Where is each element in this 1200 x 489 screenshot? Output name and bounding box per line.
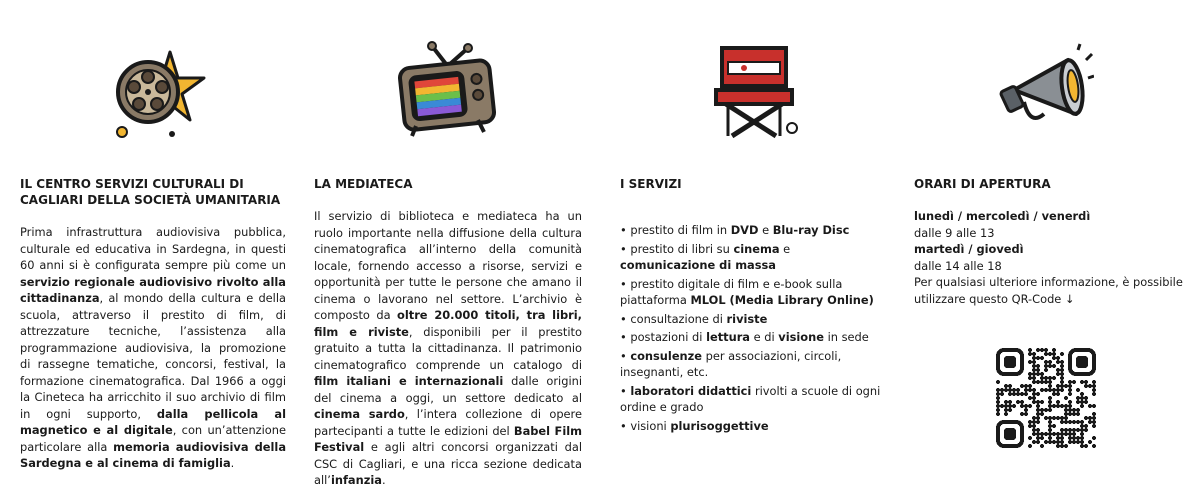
hours-days: lunedì / mercoledì / venerdì	[914, 209, 1091, 223]
mediateca-title: LA MEDIATECA	[314, 177, 413, 191]
list-item: • consultazione di riviste	[620, 311, 884, 328]
retro-tv-icon	[398, 40, 498, 140]
film-reel-icon	[108, 40, 208, 140]
list-item: • prestito di film in DVD e Blu-ray Disc	[620, 222, 884, 239]
mediateca-column	[314, 176, 582, 489]
orari-title: ORARI DI APERTURA	[914, 177, 1051, 191]
hours-days: martedì / giovedì	[914, 242, 1024, 256]
list-item: • consulenze per associazioni, circoli, insegnanti, etc.	[620, 348, 884, 381]
centro-servizi-paragraph: Prima infrastruttura audiovisiva pubblica, culturale ed educativa in Sardegna, in questi 60 anni si è configurata sempre più come un servizio regionale audiovisivo rivolto alla cittadinanza, al mondo della cultura e della scuola, attraverso il prestito di film, di attrezzature tecniche, l’assistenza alla programmazione audiovisiva, la promozione di rassegne tematiche, concorsi, festival, la formazione cinematografica. Dal 1966 a oggi la Cineteca ha arricchito il suo archivio di film in ogni supporto, dalla pellicola al magnetico e al digitale, con un’attenzione particolare alla memoria audiovisiva della Sardegna e al cinema di famiglia.	[20, 225, 287, 470]
servizi-column	[620, 176, 884, 436]
hours-time: dalle 14 alle 18	[914, 258, 1002, 273]
centro-servizi-column	[20, 176, 286, 472]
qr-code-icon[interactable]	[996, 348, 1096, 448]
servizi-title: I SERVIZI	[620, 177, 682, 191]
info-text: Per qualsiasi ulteriore informazione, è possibile utilizzare questo QR-Code ↓	[914, 275, 1183, 306]
hours-time: dalle 9 alle 13	[914, 225, 995, 240]
list-item: • prestito di libri su cinema e comunicazione di massa	[620, 241, 884, 274]
list-item: • postazioni di lettura e di visione in sede	[620, 329, 884, 346]
list-item: • laboratori didattici rivolti a scuole di ogni ordine e grado	[620, 383, 884, 416]
megaphone-icon	[994, 40, 1094, 140]
list-item: • visioni plurisoggettive	[620, 418, 884, 435]
centro-servizi-title: IL CENTRO SERVIZI CULTURALI DI CAGLIARI DELLA SOCIETÀ UMANITARIA	[20, 177, 281, 207]
mediateca-paragraph: Il servizio di biblioteca e mediateca ha un ruolo importante nella diffusione della cultura cinematografica all’interno della comunità locale, fornendo accesso a risorse, servizi e opportunità per tutte le persone che amano il cinema o lavorano nel settore. L’archivio è composto da oltre 20.000 titoli, tra libri, film e riviste, disponibili per il prestito gratuito a tutta la cittadinanza. Il patrimonio cinematografico comprende un catalogo di film italiani e internazionali dalle origini del cinema a oggi, un settore dedicato al cinema sardo, l’intera collezione di opere partecipanti a tutte le edizioni del Babel Film Festival e agli altri concorsi organizzati dal CSC di Cagliari, e una ricca sezione dedicata all’infanzia.	[314, 209, 583, 487]
director-chair-icon	[704, 40, 804, 140]
orari-column	[914, 176, 1184, 307]
servizi-list	[620, 222, 884, 434]
list-item: • prestito digitale di film e e-book sulla piattaforma MLOL (Media Library Online)	[620, 276, 884, 309]
